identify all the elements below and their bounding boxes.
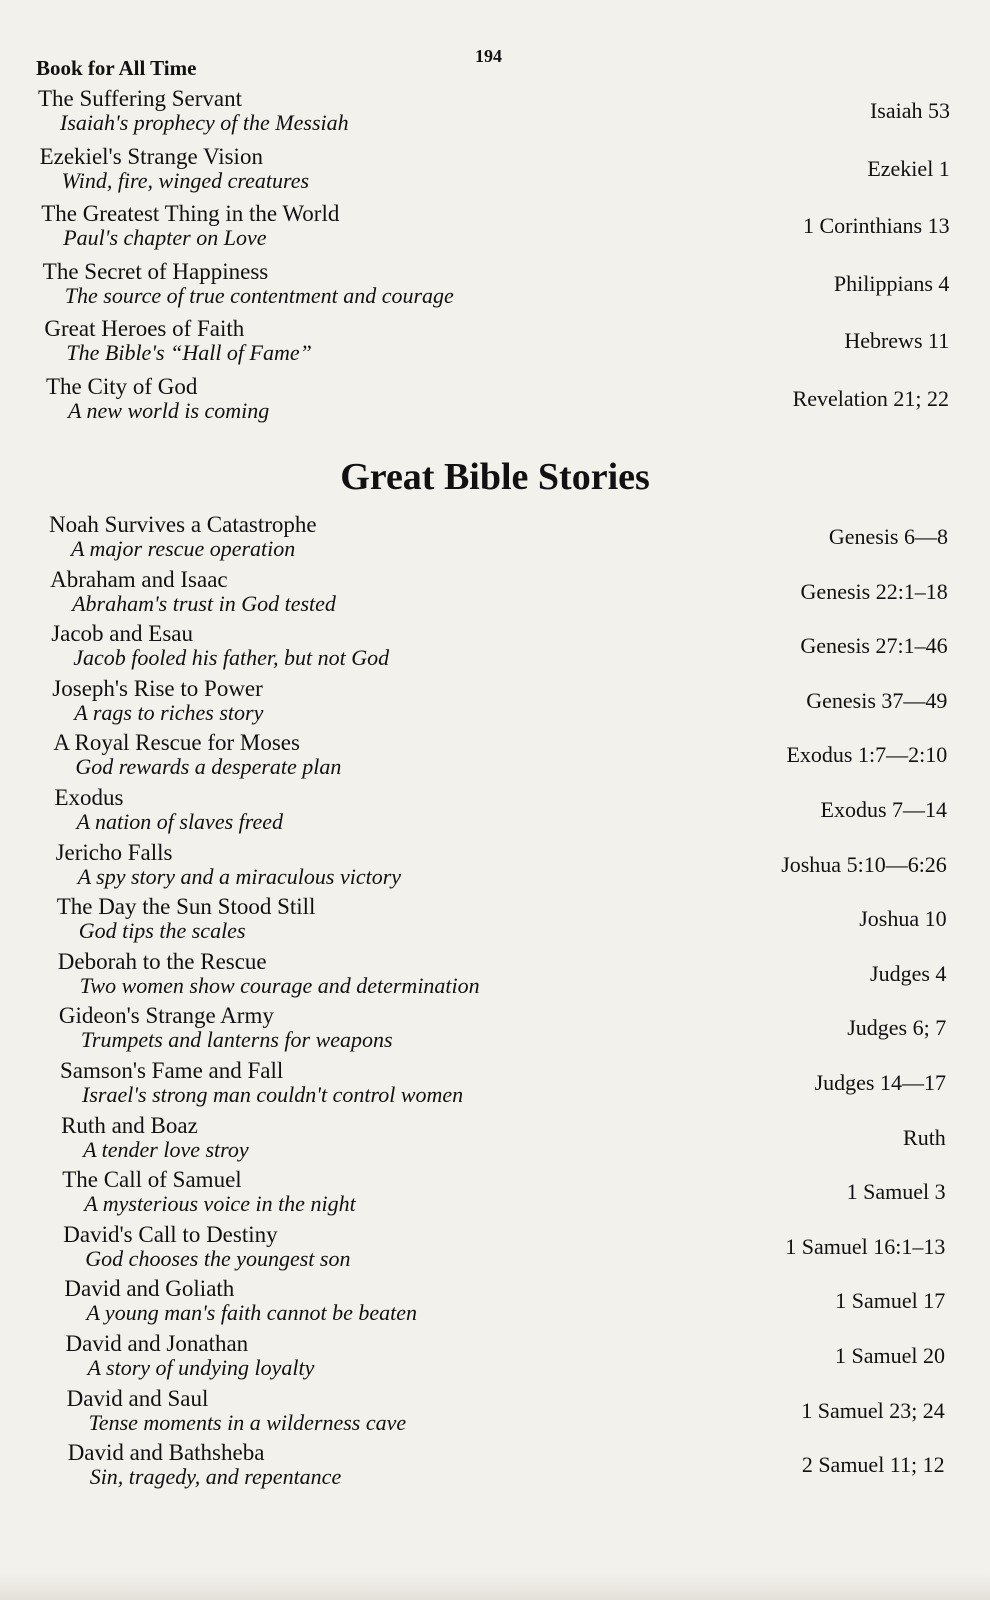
- entry-subtitle: A rags to riches story: [74, 699, 264, 725]
- list-item: [0, 840, 990, 890]
- entry-title: David's Call to Destiny: [63, 1221, 278, 1247]
- entry-subtitle: A young man's faith cannot be beaten: [86, 1300, 417, 1326]
- entry-subtitle: A nation of slaves freed: [76, 809, 284, 834]
- entry-reference: Exodus 1:7—2:10: [786, 742, 948, 768]
- entry-title: Great Heroes of Faith: [44, 316, 245, 342]
- entry-subtitle: Trumpets and lanterns for weapons: [80, 1027, 393, 1053]
- entry-title: Noah Survives a Catastrophe: [49, 512, 317, 537]
- entry-reference: 1 Samuel 17: [835, 1288, 946, 1314]
- list-item: [0, 567, 990, 617]
- list-item: [0, 1276, 990, 1326]
- entry-title: The Call of Samuel: [62, 1167, 242, 1193]
- entry-reference: Hebrews 11: [844, 328, 950, 354]
- section-heading-book-for-all-time: Book for All Time: [36, 56, 197, 80]
- list-item: [0, 1331, 990, 1381]
- entry-reference: Genesis 27:1–46: [800, 633, 948, 659]
- entry-subtitle: Isaiah's prophecy of the Messiah: [60, 110, 349, 135]
- list-item: [0, 785, 990, 835]
- entry-subtitle: God chooses the youngest son: [85, 1245, 351, 1271]
- section-heading-great-bible-stories: Great Bible Stories: [340, 456, 650, 498]
- entry-reference: Isaiah 53: [869, 98, 950, 123]
- entry-title: Deborah to the Rescue: [57, 948, 267, 974]
- entry-reference: 1 Samuel 16:1–13: [785, 1233, 946, 1259]
- list-item: [0, 1058, 990, 1108]
- list-item: [0, 374, 990, 424]
- list-item: [0, 1113, 990, 1163]
- entry-reference: Exodus 7—14: [820, 797, 947, 822]
- entry-subtitle: A new world is coming: [68, 398, 270, 423]
- entry-subtitle: Tense moments in a wilderness cave: [88, 1409, 407, 1435]
- list-item: [0, 1003, 990, 1053]
- list-item: [0, 86, 990, 136]
- entry-subtitle: A spy story and a miraculous victory: [77, 863, 402, 889]
- entry-title: David and Bathsheba: [67, 1440, 265, 1466]
- entry-reference: 1 Samuel 23; 24: [801, 1397, 945, 1423]
- entry-subtitle: Sin, tragedy, and repentance: [89, 1464, 342, 1490]
- entry-reference: Genesis 22:1–18: [800, 578, 948, 604]
- list-item: [0, 949, 990, 999]
- entry-reference: Philippians 4: [833, 270, 950, 296]
- entry-subtitle: The Bible's “Hall of Fame”: [66, 340, 312, 366]
- entry-title: Ezekiel's Strange Vision: [39, 143, 263, 169]
- entry-title: The Greatest Thing in the World: [41, 201, 340, 227]
- list-item: [0, 730, 990, 780]
- entry-subtitle: The source of true contentment and courage: [64, 282, 454, 308]
- entry-reference: Judges 14—17: [814, 1070, 946, 1095]
- entry-title: Joseph's Rise to Power: [52, 675, 263, 701]
- entry-reference: Joshua 10: [859, 906, 947, 932]
- entry-subtitle: Two women show courage and determination: [79, 972, 480, 998]
- list-item: [0, 1440, 990, 1490]
- entry-reference: Ruth: [903, 1124, 946, 1150]
- list-item: [0, 512, 990, 562]
- entry-title: A Royal Rescue for Moses: [53, 730, 300, 756]
- entry-title: Ruth and Boaz: [61, 1112, 198, 1138]
- entry-title: Jericho Falls: [55, 839, 173, 865]
- entry-subtitle: Israel's strong man couldn't control women: [82, 1082, 464, 1107]
- entry-subtitle: Paul's chapter on Love: [63, 225, 267, 251]
- entry-title: The Suffering Servant: [38, 86, 242, 111]
- entry-title: Exodus: [54, 785, 124, 810]
- list-item: [0, 676, 990, 726]
- entry-title: Abraham and Isaac: [50, 566, 228, 592]
- list-item: [0, 259, 990, 309]
- entry-subtitle: A mysterious voice in the night: [84, 1191, 356, 1217]
- page-number: 194: [475, 46, 502, 66]
- entry-reference: Joshua 5:10—6:26: [781, 851, 947, 877]
- entry-subtitle: Jacob fooled his father, but not God: [73, 645, 390, 671]
- entry-title: The City of God: [46, 374, 198, 399]
- entry-subtitle: A tender love stroy: [83, 1136, 249, 1162]
- entry-title: Gideon's Strange Army: [58, 1003, 274, 1029]
- entry-title: The Day the Sun Stood Still: [56, 894, 316, 920]
- list-item: [0, 1386, 990, 1436]
- entry-title: David and Goliath: [64, 1276, 235, 1302]
- page-bottom-edge: [0, 1572, 990, 1600]
- entry-subtitle: Abraham's trust in God tested: [72, 590, 336, 616]
- entry-subtitle: A major rescue operation: [71, 536, 296, 561]
- list-item: [0, 144, 990, 194]
- entry-reference: 1 Samuel 20: [835, 1343, 945, 1368]
- list-item: [0, 621, 990, 671]
- entry-subtitle: God rewards a desperate plan: [75, 754, 342, 780]
- entry-title: David and Saul: [66, 1385, 209, 1411]
- entry-reference: Genesis 37—49: [806, 687, 948, 713]
- entry-subtitle: God tips the scales: [78, 918, 246, 944]
- entry-subtitle: Wind, fire, winged creatures: [61, 167, 310, 193]
- list-item: [0, 316, 990, 366]
- entry-subtitle: A story of undying loyalty: [87, 1355, 315, 1380]
- list-item: [0, 1167, 990, 1217]
- list-item: [0, 201, 990, 251]
- list-item: [0, 894, 990, 944]
- entry-title: The Secret of Happiness: [42, 258, 269, 284]
- entry-title: David and Jonathan: [65, 1331, 249, 1356]
- entry-reference: Genesis 6—8: [828, 524, 948, 549]
- entry-reference: 2 Samuel 11; 12: [801, 1452, 945, 1478]
- entry-reference: 1 Samuel 3: [846, 1179, 946, 1205]
- entry-reference: Judges 4: [870, 960, 947, 986]
- entry-title: Jacob and Esau: [51, 621, 193, 647]
- entry-reference: Revelation 21; 22: [792, 386, 949, 411]
- entry-reference: Ezekiel 1: [867, 155, 950, 181]
- entry-reference: 1 Corinthians 13: [802, 213, 950, 239]
- entry-reference: Judges 6; 7: [847, 1015, 947, 1041]
- list-item: [0, 1222, 990, 1272]
- entry-title: Samson's Fame and Fall: [60, 1058, 284, 1083]
